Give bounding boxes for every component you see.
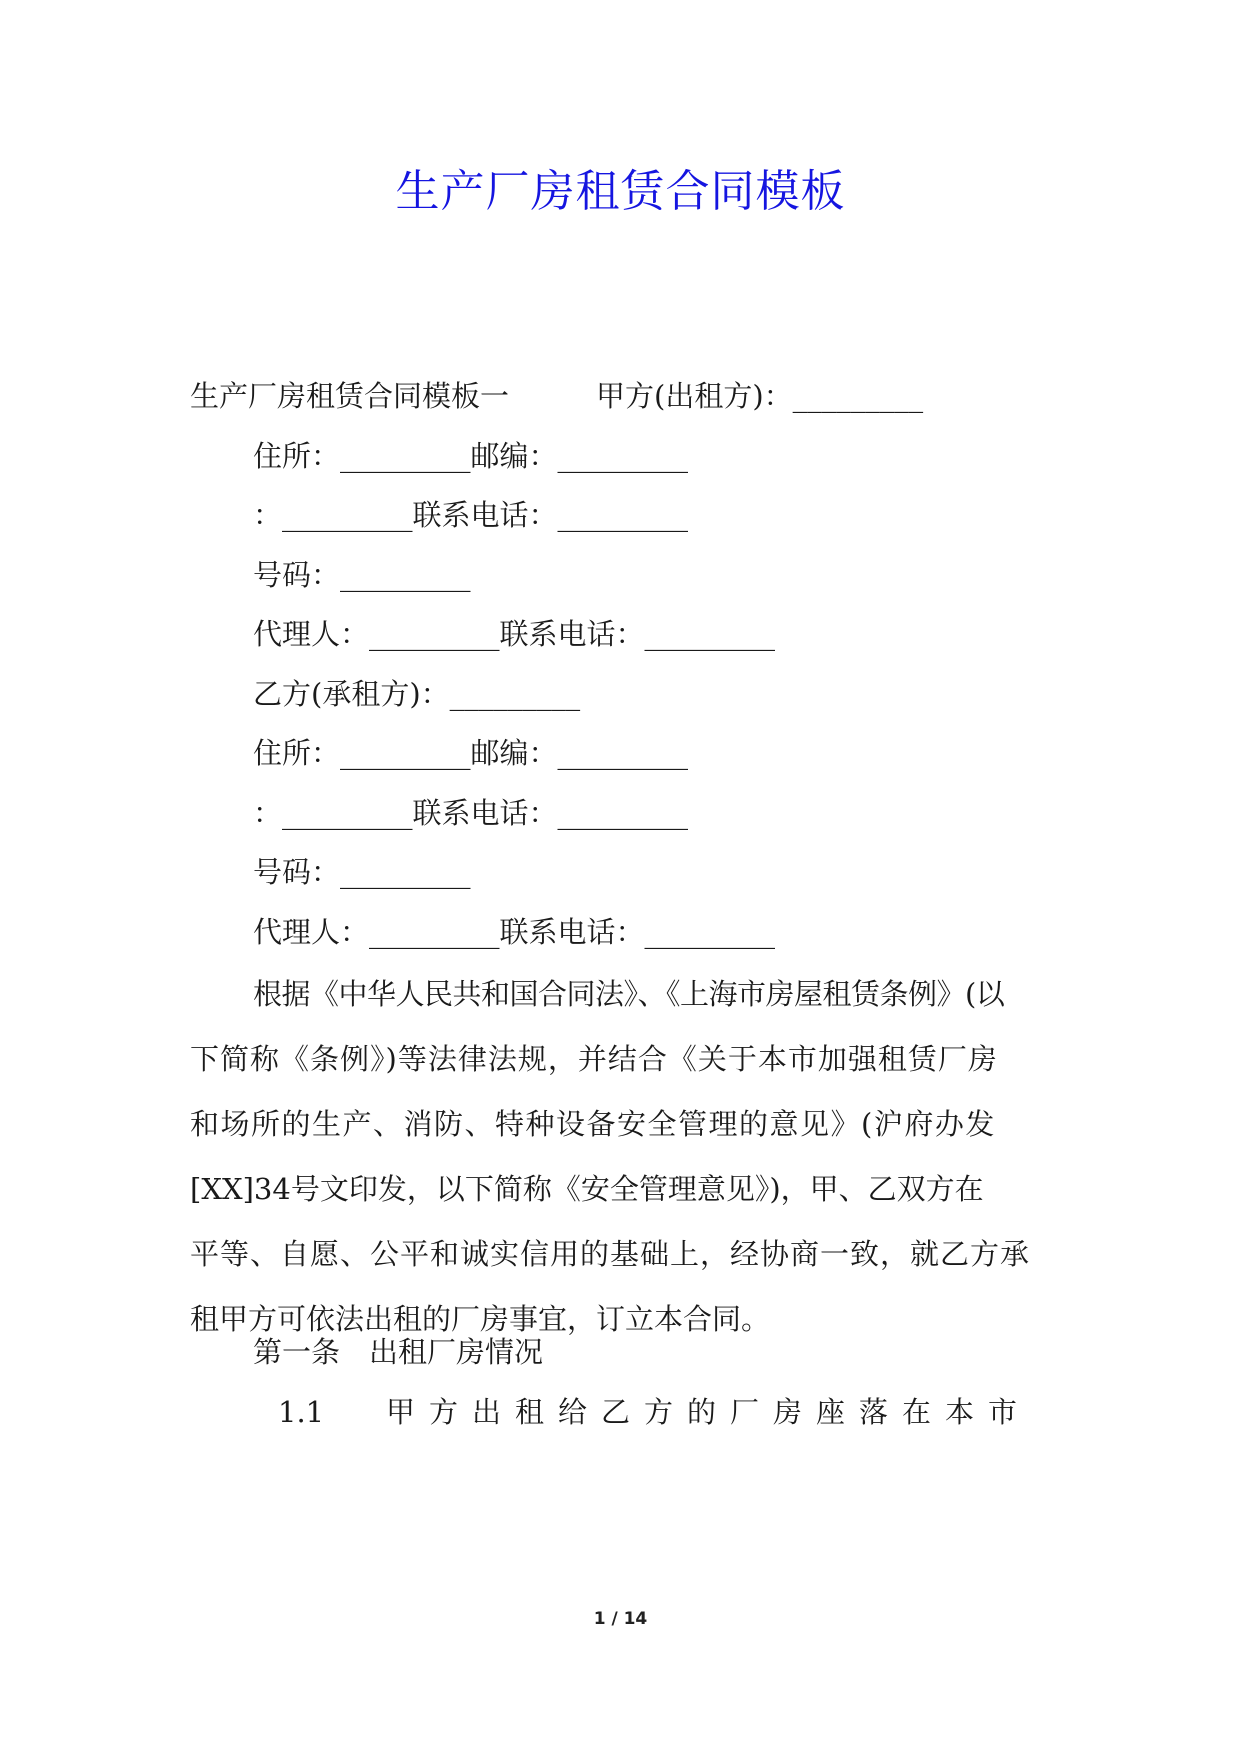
preamble-line: 下简称《条例》)等法律法规，并结合《关于本市加强租赁厂房 xyxy=(190,1042,998,1076)
clause-number: 1.1 xyxy=(278,1395,325,1429)
party-b-phone-line: ：_________联系电话：_________ xyxy=(253,796,689,830)
preamble-line: [XX]34号文印发，以下简称《安全管理意见》)，甲、乙双方在 xyxy=(190,1172,984,1206)
party-a-address-line: 住所：_________邮编：_________ xyxy=(253,439,689,473)
document-title: 生产厂房租赁合同模板 xyxy=(395,166,846,217)
party-b-number-line: 号码：_________ xyxy=(253,855,471,889)
party-a-line: 生产厂房租赁合同模板一 甲方(出租方)：_________ xyxy=(190,379,924,413)
preamble-paragraph xyxy=(190,962,1052,1352)
preamble-line: 平等、自愿、公平和诚实信用的基础上，经协商一致，就乙方承 xyxy=(190,1237,1031,1271)
page-indicator: 1 / 14 xyxy=(593,1609,648,1629)
preamble-line: 根据《中华人民共和国合同法》、《上海市房屋租赁条例》(以 xyxy=(253,977,1005,1011)
party-a-phone-line: ：_________联系电话：_________ xyxy=(253,498,689,532)
preamble-line: 租甲方可依法出租的厂房事宜，订立本合同。 xyxy=(190,1302,771,1336)
party-b-agent-line: 代理人：_________联系电话：_________ xyxy=(253,915,776,949)
party-b-line: 乙方(承租方)：_________ xyxy=(253,677,581,711)
party-b-address-line: 住所：_________邮编：_________ xyxy=(253,736,689,770)
clause-text: 甲方出租给乙方的厂房座落在本市 xyxy=(386,1395,1032,1429)
party-a-number-line: 号码：_________ xyxy=(253,558,471,592)
article-heading: 第一条 出租厂房情况 xyxy=(253,1335,544,1369)
preamble-line: 和场所的生产、消防、特种设备安全管理的意见》(沪府办发 xyxy=(190,1107,996,1141)
party-a-agent-line: 代理人：_________联系电话：_________ xyxy=(253,617,776,651)
